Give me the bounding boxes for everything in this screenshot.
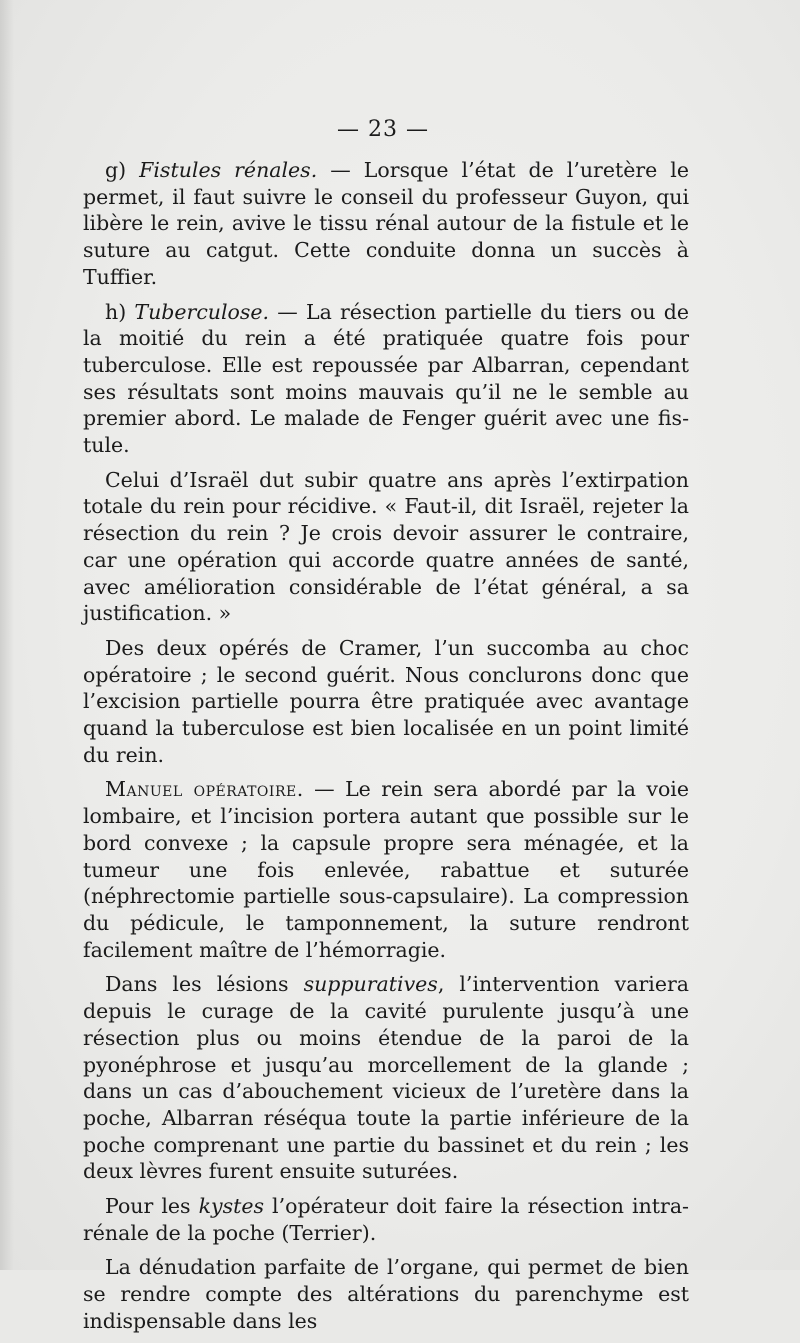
section-heading: Manuel opératoire.: [105, 777, 304, 802]
paragraph-cramer: [83, 635, 689, 769]
paragraph-suppuratives: [83, 971, 689, 1185]
paragraph-text: l’opérateur doit faire la résection intra-rénale de la poche (Terrier).: [83, 1194, 689, 1245]
paragraph-text: — Lorsque l’état de l’uretère le permet, il faut suivre le conseil du professeur Guyon, qui libère le rein, avive le tissu rénal autour de la fistule et le suture au catgut. Cette conduite donna un succès à Tuffier.: [83, 158, 689, 289]
paragraph-text: — La résection partielle du tiers ou de la moitié du rein a été pratiquée quatre fois pour tuberculose. Elle est repoussée par Albarran, cependant ses résultats sont moins mauvais qu’il ne le semble au premier abord. Le malade de Fenger guérit avec une fistule.: [83, 299, 689, 458]
paragraph-marker: g): [105, 158, 140, 182]
section-heading: Tuberculose.: [134, 299, 270, 324]
paragraph-israel: [83, 467, 689, 627]
emphasis: suppuratives: [303, 972, 438, 997]
paragraph-text: Dans les lésions: [105, 972, 304, 997]
body-text: [83, 157, 689, 1343]
paragraph-text: Pour les: [105, 1194, 199, 1219]
paragraph-tuberculose: [83, 299, 689, 459]
paragraph-text: , l’intervention variera depuis le curage de la cavité purulente jusqu’à une résection plus ou moins étendue de la paroi de la pyonéphrose et jusqu’au morcellement de la glande ; dans un cas d’abouchement vicieux de l’uretère dans la poche, Albarran réséqua toute la partie inférieure de la poche comprenant une partie du bassinet et du rein ; les deux lèvres furent ensuite suturées.: [83, 972, 689, 1184]
page-edge-shadow: [0, 0, 14, 1270]
section-heading: Fistules rénales.: [139, 158, 318, 182]
paragraph-text: La dénudation parfaite de l’organe, qui permet de bien se rendre compte des altérations du parenchyme est indispensable dans les: [83, 1255, 689, 1333]
paragraph-text: Celui d’Israël dut subir quatre ans après l’extirpation totale du rein pour récidive. « Faut-il, dit Israël, rejeter la résection du rein ? Je crois devoir assurer le contraire, car une opération qui accorde quatre années de santé, avec amélioration considérable de l’état général, a sa justification. »: [83, 467, 689, 626]
page-number: — 23 —: [337, 117, 429, 142]
paragraph-text: — Le rein sera abordé par la voie lombaire, et l’incision portera autant que possible sur le bord convexe ; la capsule propre sera ménagée, et la tumeur une fois enlevée, rabattue et suturée (néphrectomie partielle sous-capsulaire). La compression du pédicule, le tamponnement, la suture rendront facilement maître de l’hémorragie.: [83, 777, 689, 962]
emphasis: kystes: [198, 1194, 265, 1219]
paragraph-fistules: [83, 157, 689, 291]
paragraph-text: Des deux opérés de Cramer, l’un succomba au choc opératoire ; le second guérit. Nous conclurons donc que l’excision partielle pourra être pratiquée avec avantage quand la tuberculose est bien localisée en un point limité du rein.: [83, 635, 689, 767]
paragraph-manuel: [83, 776, 689, 963]
paragraph-kystes: [83, 1193, 689, 1246]
paragraph-denudation: [83, 1254, 689, 1334]
paragraph-marker: h): [105, 299, 135, 324]
